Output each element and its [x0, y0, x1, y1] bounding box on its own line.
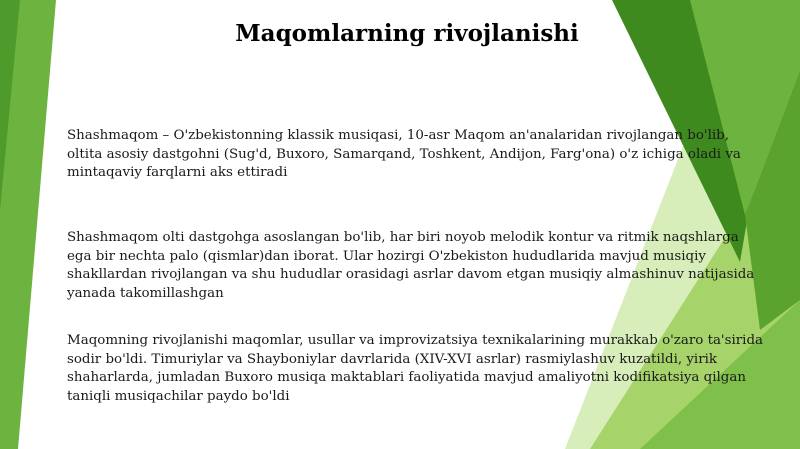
paragraph-2: Shashmaqom olti dastgohga asoslangan bo'lib, har biri noyob melodik kontur va ritmik naqshlarga ega bir nechta palo (qismlar)dan iborat. Ular hozirgi O'zbekiston hududlarida mavjud musiqiy shakllardan rivojlangan va shu hududlar orasidagi asrlar davom etgan musiqiy almashinuv natijasida yanada takomillashgan: [67, 230, 755, 301]
slide-title: Maqomlarning rivojlanishi: [235, 20, 579, 47]
paragraph-3: Maqomning rivojlanishi maqomlar, usullar va improvizatsiya texnikalarining murakkab o'zaro ta'sirida sodir bo'ldi. Timuriylar va Shayboniylar davrlarida (XIV-XVI asrlar) rasmiylashuv kuzatildi, yirik shaharlarda, jumladan Buxoro musiqa maktablari faoliyatida mavjud amaliyotni kodifikatsiya qilgan taniqli musiqachilar paydo bo'ldi: [67, 333, 764, 404]
paragraph-1: Shashmaqom – O'zbekistonning klassik musiqasi, 10-asr Maqom an'analaridan rivojlangan bo'lib, oltita asosiy dastgohni (Sug'd, Buxoro, Samarqand, Toshkent, Andijon, Farg'ona) o'z ichiga oladi va mintaqaviy farqlarni aks ettiradi: [67, 128, 741, 180]
